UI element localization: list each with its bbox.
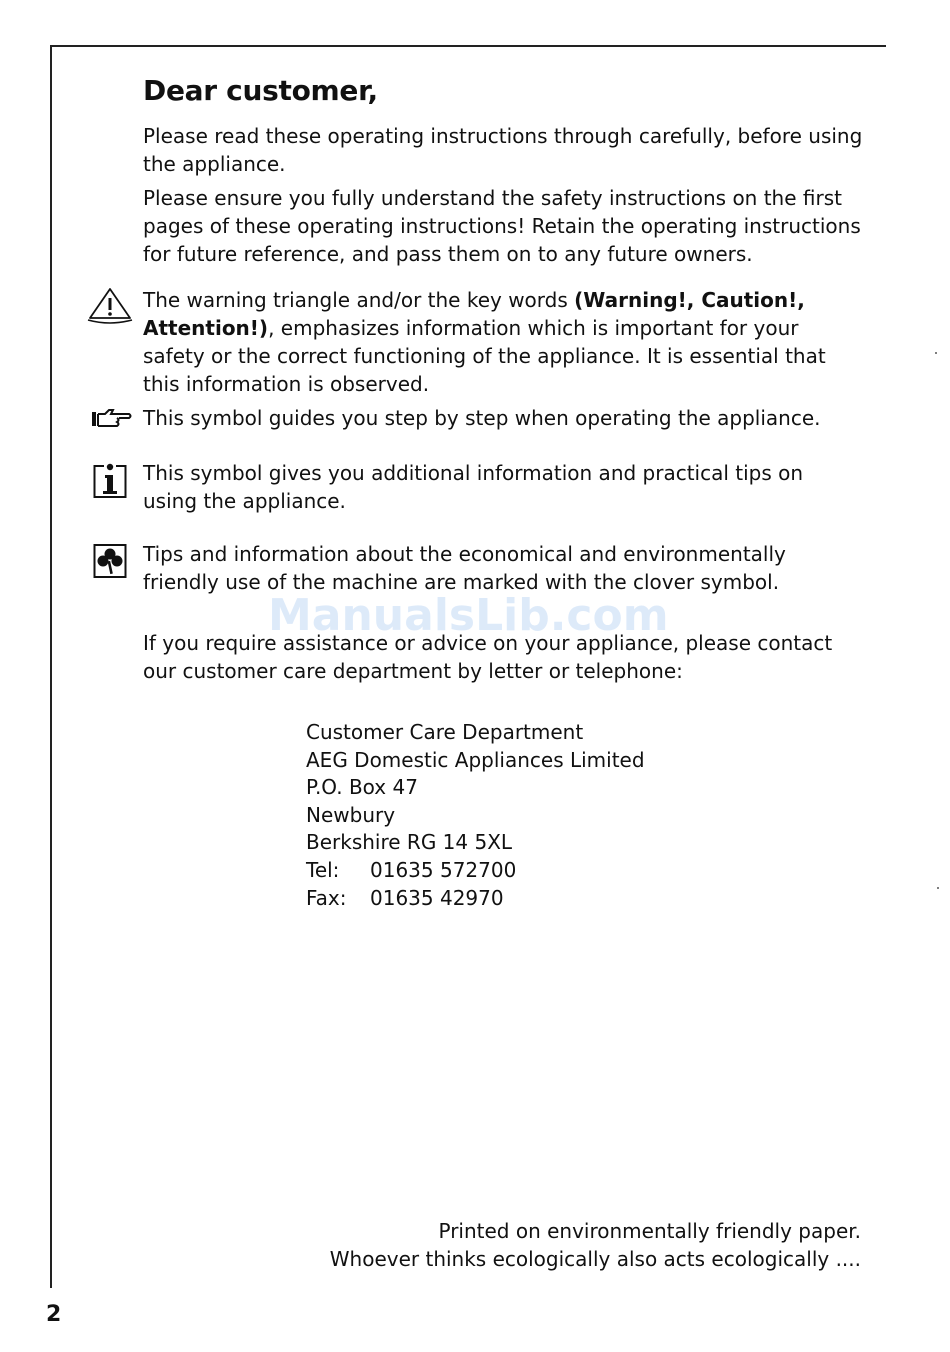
- frame-top-rule: [51, 45, 886, 47]
- contact-paragraph: If you require assistance or advice on your appliance, please contact our customer care department by letter or telephone:: [143, 631, 833, 683]
- warning-keywords: (Warning!, Caution!, Attention!): [143, 288, 805, 340]
- warning-paragraph: [143, 286, 863, 398]
- address-block: [306, 719, 645, 912]
- scan-speck: [937, 887, 939, 889]
- frame-left-rule: [50, 45, 52, 1288]
- footer-line-1: Printed on environmentally friendly paper.: [438, 1219, 861, 1243]
- intro-paragraph-1: Please read these operating instructions through carefully, before using the appliance.: [143, 124, 863, 176]
- address-line-company: AEG Domestic Appliances Limited: [306, 747, 645, 772]
- telephone-label: Tel:: [306, 857, 340, 882]
- footer-note: [330, 1217, 861, 1273]
- fax-row: [306, 885, 645, 913]
- pointing-hand-icon: [91, 408, 133, 430]
- address-line-county-postcode: Berkshire RG 14 5XL: [306, 830, 513, 855]
- page-title: Dear customer,: [143, 74, 378, 107]
- step-symbol-paragraph: This symbol guides you step by step when operating the appliance.: [143, 406, 821, 430]
- warning-text-end: , emphasizes information which is important for your safety or the correct functioning of the appliance. It is essential that this information is observed.: [143, 316, 826, 396]
- clover-symbol-paragraph: Tips and information about the economical and environmentally friendly use of the machine are marked with the clover symbol.: [143, 542, 786, 594]
- clover-icon: [93, 543, 127, 579]
- scan-speck: [935, 352, 937, 354]
- fax-label: Fax:: [306, 885, 347, 910]
- telephone-number: 01635 572700: [370, 857, 517, 882]
- info-symbol-paragraph: This symbol gives you additional information and practical tips on using the appliance.: [143, 461, 804, 513]
- page-number: 2: [46, 1302, 62, 1327]
- info-icon: [93, 463, 127, 499]
- address-line-department: Customer Care Department: [306, 720, 584, 744]
- warning-triangle-icon: [86, 286, 134, 330]
- warning-text-start: The warning triangle and/or the key words: [143, 288, 575, 312]
- telephone-row: [306, 857, 645, 885]
- watermark: ManualsLib.com: [268, 590, 669, 641]
- address-line-town: Newbury: [306, 802, 396, 827]
- intro-paragraph-2: Please ensure you fully understand the safety instructions on the first pages of these operating instructions! Retain the operating instructions for future reference, and pass them on to any future owners.: [143, 186, 861, 266]
- fax-number: 01635 42970: [370, 885, 504, 910]
- address-line-po-box: P.O. Box 47: [306, 775, 418, 800]
- footer-line-2: Whoever thinks ecologically also acts ecologically ....: [329, 1247, 861, 1271]
